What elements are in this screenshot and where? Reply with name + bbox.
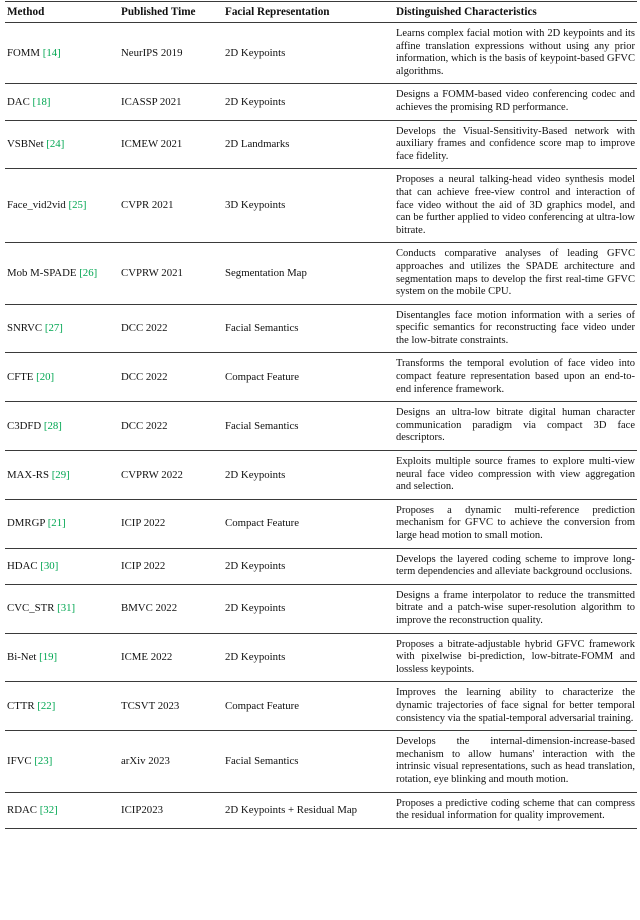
citation-link[interactable]: [24]: [46, 138, 65, 151]
method-name: IFVC: [7, 754, 32, 767]
method-name: CTTR: [7, 699, 35, 712]
method-cell: [5, 499, 119, 548]
method-cell: [5, 682, 119, 731]
table-row: [5, 169, 637, 243]
table-row: [5, 499, 637, 548]
method-cell: [5, 304, 119, 353]
published-time: arXiv 2023: [119, 731, 223, 792]
distinguished-characteristics: Proposes a neural talking-head video synthesis model that can achieve free-view control and interaction of face video without the aid of 3D graphics model, and can be further applied to video conferencing at ultra-low bitrate.: [394, 169, 637, 243]
published-time: CVPR 2021: [119, 169, 223, 243]
table-row: [5, 792, 637, 828]
table-row: [5, 682, 637, 731]
citation-link[interactable]: [22]: [37, 699, 56, 712]
facial-representation: 2D Keypoints: [223, 584, 394, 633]
method-name: FOMM: [7, 46, 41, 59]
citation-link[interactable]: [19]: [39, 651, 58, 664]
facial-representation: Facial Semantics: [223, 304, 394, 353]
citation-link[interactable]: [14]: [42, 46, 61, 59]
citation-link[interactable]: [20]: [36, 370, 55, 383]
method-cell: [5, 243, 119, 304]
facial-representation: Compact Feature: [223, 499, 394, 548]
published-time: ICASSP 2021: [119, 84, 223, 120]
table-row: [5, 243, 637, 304]
method-name: C3DFD: [7, 419, 42, 432]
table-row: [5, 120, 637, 169]
citation-link[interactable]: [29]: [51, 468, 70, 481]
distinguished-characteristics: Proposes a bitrate-adjustable hybrid GFVC framework with pixelwise bi-prediction, low-bitrate-FOMM and lossless keypoints.: [394, 633, 637, 682]
distinguished-characteristics: Develops the Visual-Sensitivity-Based network with auxiliary frames and confidence score map to improve face fidelity.: [394, 120, 637, 169]
table-row: [5, 584, 637, 633]
facial-representation: 2D Keypoints + Residual Map: [223, 792, 394, 828]
distinguished-characteristics: Proposes a dynamic multi-reference prediction mechanism for GFVC to achieve the conversion from large head motion to small motion.: [394, 499, 637, 548]
method-cell: [5, 584, 119, 633]
distinguished-characteristics: Exploits multiple source frames to explore multi-view neural face video compression with view aggregation and selection.: [394, 451, 637, 500]
published-time: ICMEW 2021: [119, 120, 223, 169]
method-name: Face_vid2vid: [7, 199, 66, 212]
citation-link[interactable]: [32]: [39, 803, 58, 816]
facial-representation: Facial Semantics: [223, 402, 394, 451]
citation-link[interactable]: [27]: [44, 322, 63, 335]
method-cell: [5, 120, 119, 169]
table-row: [5, 451, 637, 500]
method-name: CFTE: [7, 370, 34, 383]
method-name: DMRGP: [7, 517, 45, 530]
method-name: SNRVC: [7, 322, 43, 335]
citation-link[interactable]: [18]: [32, 95, 51, 108]
distinguished-characteristics: Designs an ultra-low bitrate digital human character communication paradigm via compact 3D face descriptors.: [394, 402, 637, 451]
method-cell: [5, 23, 119, 84]
method-name: Bi-Net: [7, 651, 37, 664]
table-row: [5, 353, 637, 402]
method-name: CVC_STR: [7, 602, 55, 615]
distinguished-characteristics: Develops the internal-dimension-increase-based mechanism to allow humans' interaction with the intrinsic visual representations, such as head translation, rotation, eye blinking and mouth motion.: [394, 731, 637, 792]
method-cell: [5, 169, 119, 243]
published-time: NeurIPS 2019: [119, 23, 223, 84]
table-row: [5, 402, 637, 451]
col-header-method: Method: [5, 2, 119, 23]
distinguished-characteristics: Develops the layered coding scheme to improve long-term dependencies and alleviate background occlusions.: [394, 548, 637, 584]
facial-representation: Compact Feature: [223, 682, 394, 731]
published-time: DCC 2022: [119, 402, 223, 451]
published-time: ICIP 2022: [119, 548, 223, 584]
distinguished-characteristics: Designs a frame interpolator to reduce the transmitted bitrate and a patch-wise super-resolution algorithm to improve the reconstruction quality.: [394, 584, 637, 633]
distinguished-characteristics: Proposes a predictive coding scheme that can compress the residual information for quality improvement.: [394, 792, 637, 828]
facial-representation: 3D Keypoints: [223, 169, 394, 243]
distinguished-characteristics: Conducts comparative analyses of leading GFVC approaches and utilizes the SPADE architecture and segmentation maps to develop the first real-time GFVC system on the mobile CPU.: [394, 243, 637, 304]
citation-link[interactable]: [31]: [57, 602, 76, 615]
published-time: BMVC 2022: [119, 584, 223, 633]
published-time: DCC 2022: [119, 304, 223, 353]
table-row: [5, 548, 637, 584]
citation-link[interactable]: [26]: [79, 267, 98, 280]
method-cell: [5, 792, 119, 828]
method-cell: [5, 731, 119, 792]
citation-link[interactable]: [25]: [68, 199, 87, 212]
published-time: CVPRW 2022: [119, 451, 223, 500]
method-cell: [5, 633, 119, 682]
facial-representation: 2D Keypoints: [223, 23, 394, 84]
published-time: TCSVT 2023: [119, 682, 223, 731]
published-time: ICME 2022: [119, 633, 223, 682]
method-cell: [5, 548, 119, 584]
facial-representation: 2D Landmarks: [223, 120, 394, 169]
method-name: Mob M-SPADE: [7, 267, 77, 280]
citation-link[interactable]: [23]: [34, 754, 53, 767]
published-time: ICIP 2022: [119, 499, 223, 548]
distinguished-characteristics: Improves the learning ability to characterize the dynamic trajectories of face signal for better temporal consistency via the spatial-temporal adversarial training.: [394, 682, 637, 731]
distinguished-characteristics: Disentangles face motion information with a series of specific semantics for reconstructing face video under the low-bitrate constraints.: [394, 304, 637, 353]
facial-representation: Segmentation Map: [223, 243, 394, 304]
table-row: [5, 633, 637, 682]
table-body: [5, 23, 637, 829]
table-header: [5, 2, 637, 23]
method-name: RDAC: [7, 803, 37, 816]
method-name: VSBNet: [7, 138, 44, 151]
method-cell: [5, 402, 119, 451]
citation-link[interactable]: [28]: [43, 419, 62, 432]
header-row: [5, 2, 637, 23]
published-time: DCC 2022: [119, 353, 223, 402]
facial-representation: 2D Keypoints: [223, 548, 394, 584]
distinguished-characteristics: Transforms the temporal evolution of face video into compact feature representation based upon an end-to-end inference framework.: [394, 353, 637, 402]
published-time: ICIP2023: [119, 792, 223, 828]
col-header-distinguished-characteristics: Distinguished Characteristics: [394, 2, 637, 23]
col-header-published-time: Published Time: [119, 2, 223, 23]
citation-link[interactable]: [30]: [40, 559, 59, 572]
method-cell: [5, 353, 119, 402]
gfvc-methods-table: [5, 1, 637, 829]
method-name: MAX-RS: [7, 468, 49, 481]
distinguished-characteristics: Learns complex facial motion with 2D keypoints and its affine translation expressions without using any prior information, which is the basis of keypoint-based GFVC algorithms.: [394, 23, 637, 84]
table-row: [5, 304, 637, 353]
table-row: [5, 731, 637, 792]
method-cell: [5, 84, 119, 120]
method-cell: [5, 451, 119, 500]
distinguished-characteristics: Designs a FOMM-based video conferencing codec and achieves the promising RD performance.: [394, 84, 637, 120]
published-time: CVPRW 2021: [119, 243, 223, 304]
facial-representation: Facial Semantics: [223, 731, 394, 792]
facial-representation: 2D Keypoints: [223, 633, 394, 682]
facial-representation: 2D Keypoints: [223, 451, 394, 500]
facial-representation: Compact Feature: [223, 353, 394, 402]
method-name: HDAC: [7, 559, 38, 572]
col-header-facial-representation: Facial Representation: [223, 2, 394, 23]
table-row: [5, 23, 637, 84]
table-row: [5, 84, 637, 120]
method-name: DAC: [7, 95, 30, 108]
citation-link[interactable]: [21]: [47, 517, 66, 530]
facial-representation: 2D Keypoints: [223, 84, 394, 120]
